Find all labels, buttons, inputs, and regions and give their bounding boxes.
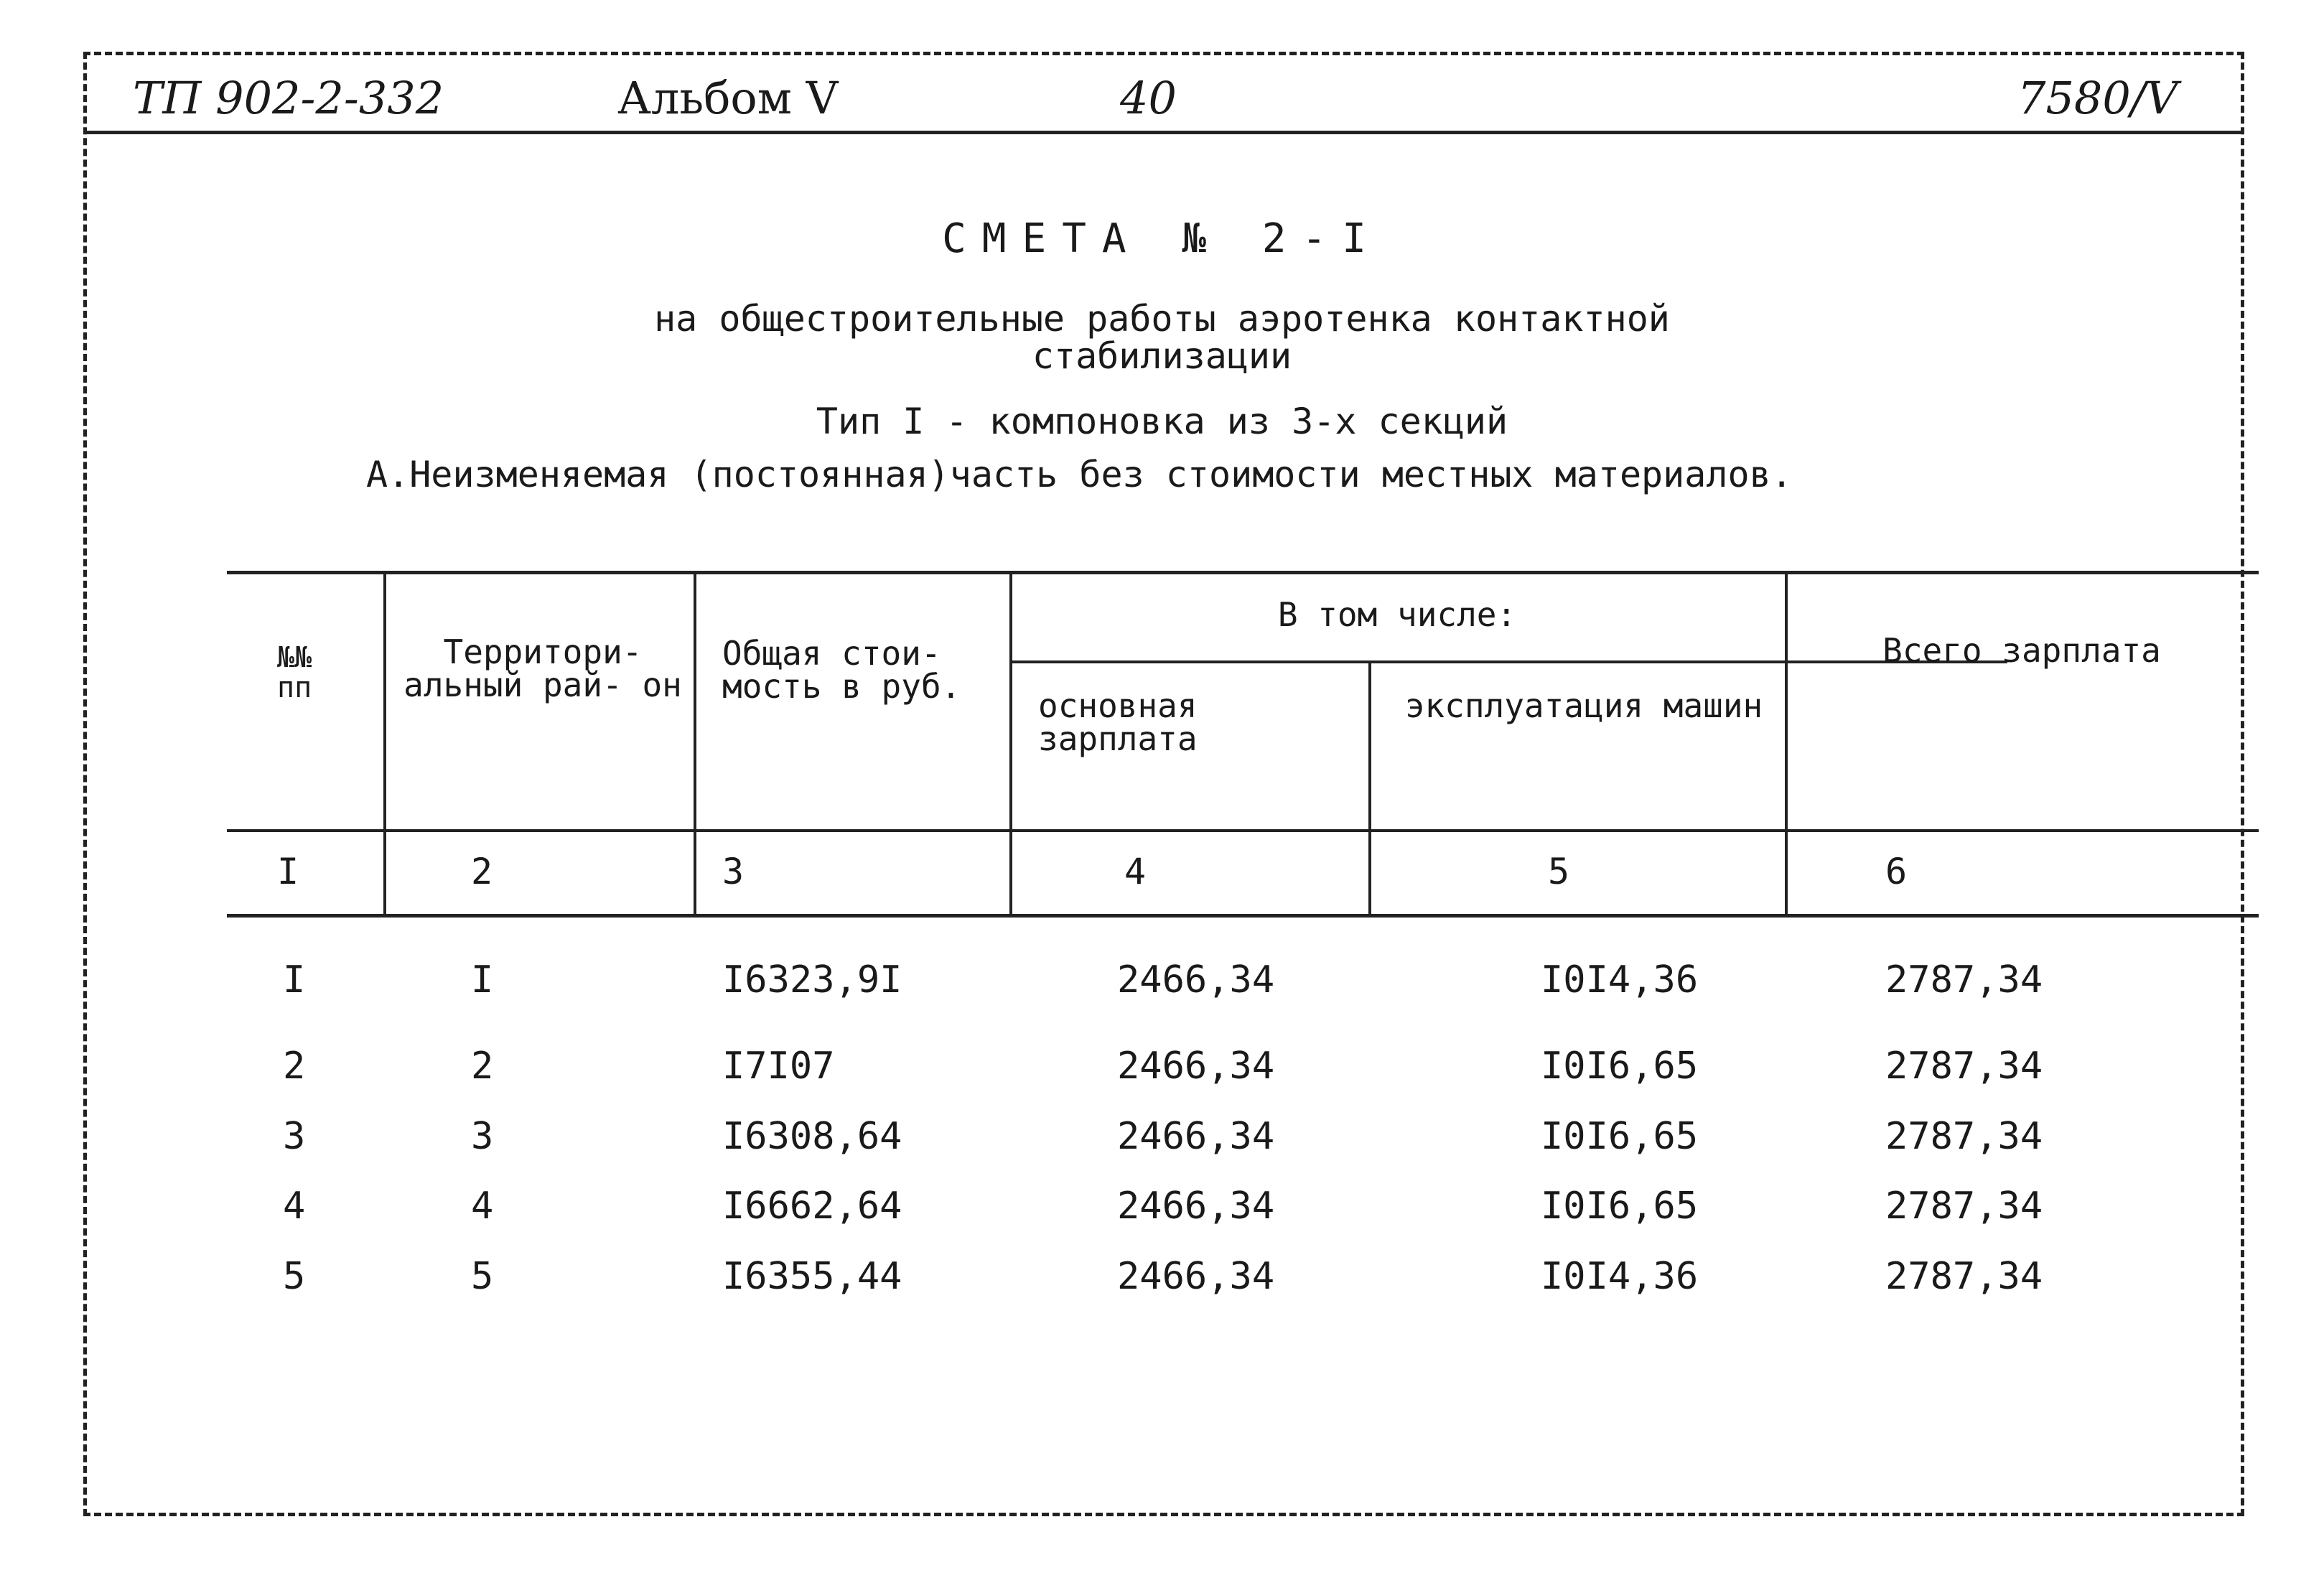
- header-machine-operation: эксплуатация машин: [1404, 686, 1763, 725]
- cell-row-number: 2: [283, 1045, 306, 1088]
- cell-machine-operation: I0I4,36: [1541, 1255, 1699, 1298]
- cell-base-salary: 2466,34: [1117, 1255, 1275, 1298]
- subject-line-2: стабилизации: [1032, 335, 1292, 377]
- column-number: 4: [1124, 851, 1147, 892]
- cell-machine-operation: I0I6,65: [1541, 1185, 1699, 1228]
- estimate-subject: [0, 300, 2324, 375]
- cell-region: 3: [471, 1115, 494, 1158]
- cell-region: 5: [471, 1255, 494, 1298]
- cell-total-cost: I6662,64: [722, 1185, 902, 1228]
- col-divider-5: [1785, 571, 1788, 914]
- column-number: 2: [471, 851, 493, 892]
- header-row-number: №№ пп: [277, 641, 312, 704]
- cell-total-salary: 2787,34: [1885, 1045, 2043, 1088]
- album-label: Альбом V: [617, 72, 839, 124]
- cell-base-salary: 2466,34: [1117, 1185, 1275, 1228]
- col-divider-1: [383, 571, 386, 914]
- column-number: 3: [722, 851, 745, 892]
- cell-region: 4: [471, 1185, 494, 1228]
- cell-total-salary: 2787,34: [1885, 958, 2043, 1002]
- header-total-salary: Всего зарплата: [1882, 631, 2161, 670]
- cell-machine-operation: I0I4,36: [1541, 958, 1699, 1002]
- estimate-type: Тип I - компоновка из 3-х секций: [816, 401, 1508, 442]
- column-numbers-rule: [227, 914, 2259, 918]
- estimate-heading: СМЕТА № 2-I: [942, 215, 1382, 262]
- header-divider: [83, 131, 2244, 134]
- cell-region: I: [471, 958, 494, 1002]
- page-number: 40: [1120, 72, 1177, 124]
- subject-line-1: на общестроительные работы аэротенка контактной: [654, 298, 1670, 340]
- column-number: I: [277, 851, 299, 892]
- cell-row-number: 3: [283, 1115, 306, 1158]
- cell-row-number: I: [283, 958, 306, 1002]
- table-top-rule: [227, 571, 2259, 574]
- cell-machine-operation: I0I6,65: [1541, 1045, 1699, 1088]
- cell-total-salary: 2787,34: [1885, 1185, 2043, 1228]
- cell-total-cost: I6323,9I: [722, 958, 902, 1002]
- column-number: 6: [1885, 851, 1908, 892]
- sheet-number: 7580/V: [2017, 72, 2178, 124]
- header-total-cost: Общая стои- мость в руб.: [722, 634, 961, 706]
- cell-machine-operation: I0I6,65: [1541, 1115, 1699, 1158]
- cell-region: 2: [471, 1045, 494, 1088]
- header-including: В том числе:: [1277, 595, 1517, 634]
- cell-row-number: 4: [283, 1185, 306, 1228]
- cell-total-cost: I6308,64: [722, 1115, 902, 1158]
- estimate-part: А.Неизменяемая (постоянная)часть без стоимости местных материалов.: [366, 454, 1793, 495]
- header-bottom-rule: [227, 829, 2259, 832]
- cell-base-salary: 2466,34: [1117, 1115, 1275, 1158]
- doc-code: ТП 902-2-332: [133, 72, 444, 124]
- cell-base-salary: 2466,34: [1117, 1045, 1275, 1088]
- header-base-salary: основная зарплата: [1038, 686, 1198, 758]
- column-number: 5: [1548, 851, 1570, 892]
- cell-total-salary: 2787,34: [1885, 1255, 2043, 1298]
- cell-base-salary: 2466,34: [1117, 958, 1275, 1002]
- col-divider-2: [694, 571, 696, 914]
- cell-row-number: 5: [283, 1255, 306, 1298]
- cell-total-cost: I6355,44: [722, 1255, 902, 1298]
- col-divider-4: [1368, 660, 1371, 914]
- cell-total-cost: I7I07: [722, 1045, 835, 1088]
- cell-total-salary: 2787,34: [1885, 1115, 2043, 1158]
- header-territorial-region: Территори- альный рай- он: [403, 632, 682, 704]
